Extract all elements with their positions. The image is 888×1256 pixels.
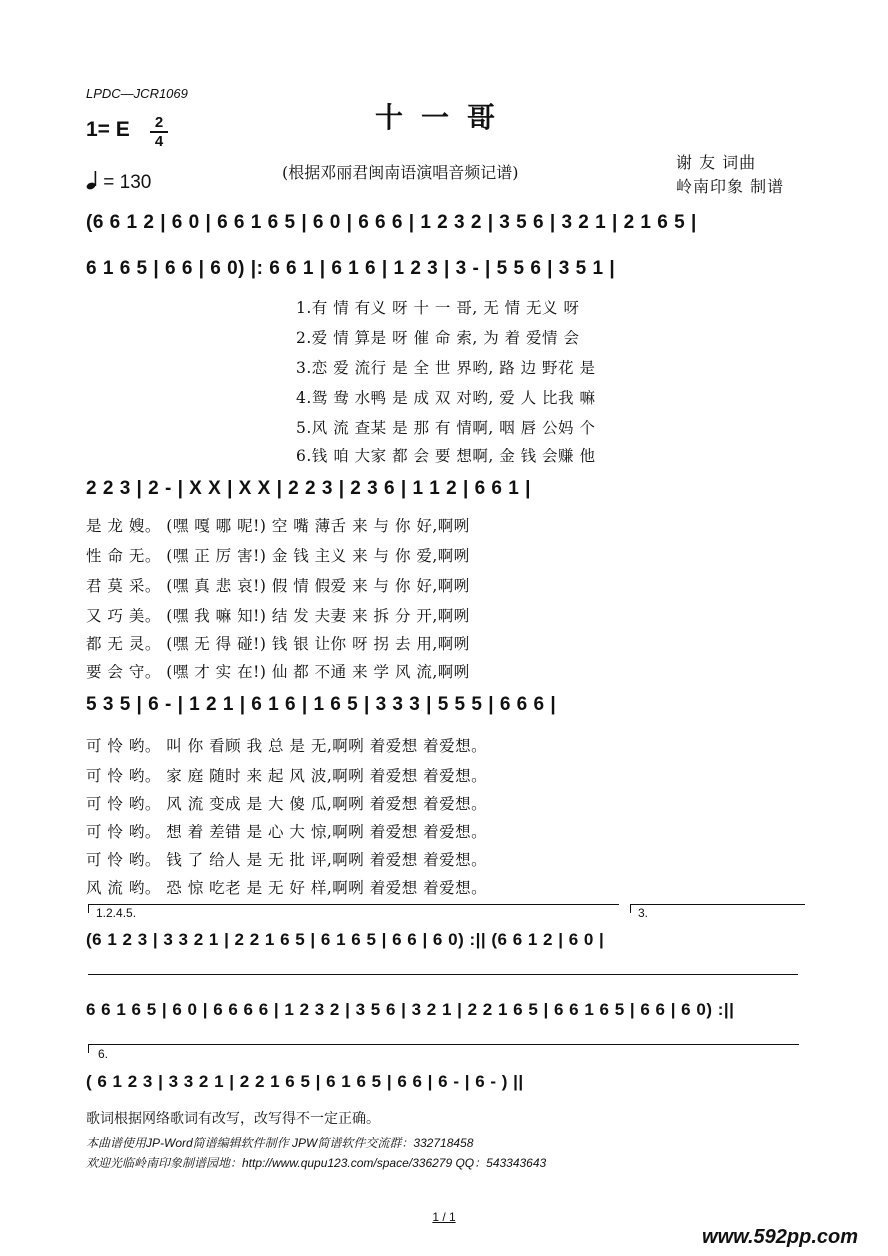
time-signature bbox=[150, 115, 168, 149]
volta-bracket-2 bbox=[630, 904, 805, 913]
score-code: LPDC—JCR1069 bbox=[86, 86, 188, 101]
lyric-line: 又 巧 美。 (嘿 我 嘛 知!) 结 发 夫妻 来 拆 分 开,啊咧 bbox=[86, 607, 470, 625]
lyric-line: 可 怜 哟。 风 流 变成 是 大 傻 瓜,啊咧 着爱想 着爱想。 bbox=[86, 795, 488, 813]
page-title: 十一哥 bbox=[374, 101, 513, 134]
staff-line-2: 6 1 6 5 | 6 6 | 6 0) |: 6 6 1 | 6 1 6 | 1 2 3 | 3 - | 5 5 6 | 3 5 1 | bbox=[86, 258, 616, 279]
website-note: 欢迎光临岭南印象制谱园地：http://www.qupu123.com/space/336279 QQ：543343643 bbox=[86, 1156, 547, 1170]
staff-line-3: 2 2 3 | 2 - | X X | X X | 2 2 3 | 2 3 6 | 1 1 2 | 6 6 1 | bbox=[86, 478, 531, 499]
lyric-line: 风 流 哟。 恐 惊 吃老 是 无 好 样,啊咧 着爱想 着爱想。 bbox=[86, 879, 488, 897]
key-signature: 1= E bbox=[86, 118, 130, 141]
staff-line-5: (6 1 2 3 | 3 3 2 1 | 2 2 1 6 5 | 6 1 6 5 | 6 6 | 6 0) :|| (6 6 1 2 | 6 0 | bbox=[86, 930, 605, 949]
lyric-line: 性 命 无。 (嘿 正 厉 害!) 金 钱 主义 来 与 你 爱,啊咧 bbox=[86, 547, 470, 565]
time-signature-bottom: 4 bbox=[154, 133, 164, 150]
volta-bracket-2-cont bbox=[88, 974, 798, 983]
lyric-line: 可 怜 哟。 叫 你 看顾 我 总 是 无,啊咧 着爱想 着爱想。 bbox=[86, 737, 488, 755]
staff-line-6: 6 6 1 6 5 | 6 0 | 6 6 6 6 | 1 2 3 2 | 3 5 6 | 3 2 1 | 2 2 1 6 5 | 6 6 1 6 5 | 6 6 | 6 0) :|| bbox=[86, 1000, 735, 1019]
quarter-note-icon bbox=[86, 170, 98, 196]
page-number: 1 / 1 bbox=[432, 1210, 456, 1224]
lyricist-composer: 谢 友 词曲 bbox=[676, 153, 757, 172]
lyric-line: 4.鸳 鸯 水鸭 是 成 双 对哟, 爱 人 比我 嘛 bbox=[296, 389, 596, 407]
time-signature-top: 2 bbox=[154, 114, 164, 131]
lyric-line: 1.有 情 有义 呀 十 一 哥, 无 情 无义 呀 bbox=[296, 299, 580, 317]
tempo-marking bbox=[86, 170, 151, 196]
lyric-line: 可 怜 哟。 想 着 差错 是 心 大 惊,啊咧 着爱想 着爱想。 bbox=[86, 823, 488, 841]
lyric-line: 都 无 灵。 (嘿 无 得 碰!) 钱 银 让你 呀 拐 去 用,啊咧 bbox=[86, 635, 470, 653]
volta-label-2: 3. bbox=[638, 906, 649, 920]
staff-line-1: (6 6 1 2 | 6 0 | 6 6 1 6 5 | 6 0 | 6 6 6 | 1 2 3 2 | 3 5 6 | 3 2 1 | 2 1 6 5 | bbox=[86, 212, 697, 233]
subtitle: (根据邓丽君闽南语演唱音频记谱) bbox=[282, 163, 519, 182]
lyric-note: 歌词根据网络歌词有改写，改写得不一定正确。 bbox=[86, 1111, 380, 1127]
lyric-line: 君 莫 采。 (嘿 真 悲 哀!) 假 情 假爱 来 与 你 好,啊咧 bbox=[86, 577, 470, 595]
arranger: 岭南印象 制谱 bbox=[676, 177, 785, 196]
volta-bracket-3 bbox=[88, 1044, 799, 1053]
volta-bracket-1 bbox=[88, 904, 619, 913]
lyric-line: 2.爱 情 算是 呀 催 命 索, 为 着 爱情 会 bbox=[296, 329, 580, 347]
lyric-line: 可 怜 哟。 家 庭 随时 来 起 风 波,啊咧 着爱想 着爱想。 bbox=[86, 767, 488, 785]
software-note: 本曲谱使用JP-Word简谱编辑软件制作 JPW简谱软件交流群：332718458 bbox=[86, 1136, 474, 1150]
tempo-value: = 130 bbox=[103, 172, 152, 194]
lyric-line: 可 怜 哟。 钱 了 给人 是 无 批 评,啊咧 着爱想 着爱想。 bbox=[86, 851, 488, 869]
watermark: www.592pp.com bbox=[702, 1226, 858, 1248]
lyric-line: 5.风 流 查某 是 那 有 情啊, 咽 唇 公妈 个 bbox=[296, 419, 596, 437]
lyric-line: 6.钱 咱 大家 都 会 要 想啊, 金 钱 会赚 他 bbox=[296, 447, 596, 465]
volta-label-3: 6. bbox=[98, 1047, 109, 1061]
volta-label-1: 1.2.4.5. bbox=[96, 906, 137, 920]
staff-line-7: ( 6 1 2 3 | 3 3 2 1 | 2 2 1 6 5 | 6 1 6 5 | 6 6 | 6 - | 6 - ) || bbox=[86, 1072, 524, 1091]
staff-line-4: 5 3 5 | 6 - | 1 2 1 | 6 1 6 | 1 6 5 | 3 3 3 | 5 5 5 | 6 6 6 | bbox=[86, 694, 557, 715]
lyric-line: 3.恋 爱 流行 是 全 世 界哟, 路 边 野花 是 bbox=[296, 359, 596, 377]
lyric-line: 要 会 守。 (嘿 才 实 在!) 仙 都 不通 来 学 风 流,啊咧 bbox=[86, 663, 470, 681]
lyric-line: 是 龙 嫂。 (嘿 嘎 哪 呢!) 空 嘴 薄舌 来 与 你 好,啊咧 bbox=[86, 517, 470, 535]
